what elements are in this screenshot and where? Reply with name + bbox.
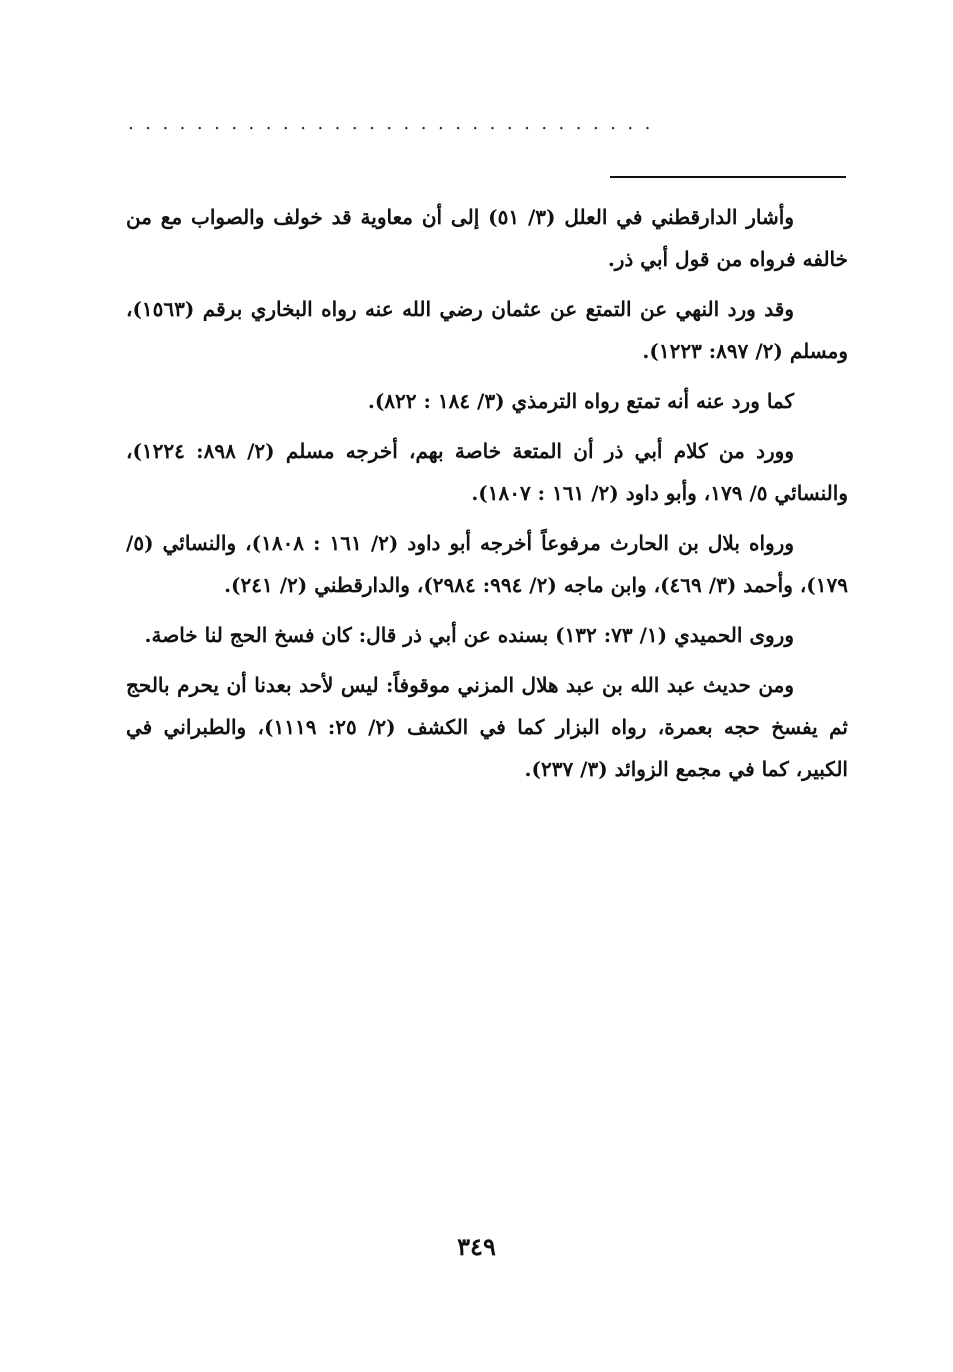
page-number: ٣٤٩	[457, 1232, 496, 1261]
footnote-text	[126, 196, 848, 798]
footnote-rule	[610, 176, 846, 178]
paragraph-4: وورد من كلام أبي ذر أن المتعة خاصة بهم، أخرجه مسلم (٢/ ٨٩٨: ١٢٢٤)، والنسائي ٥/ ١٧٩، وأبو داود (٢/ ١٦١ : ١٨٠٧).	[126, 439, 848, 505]
paragraph-3: كما ورد عنه أنه تمتع رواه الترمذي (٣/ ١٨٤ : ٨٢٢).	[367, 389, 794, 413]
paragraph-7: ومن حديث عبد الله بن عبد هلال المزني موقوفاً: ليس لأحد بعدنا أن يحرم بالحج ثم يفسخ حجه بعمرة، رواه البزار كما في الكشف (٢/ ٢٥: ١١١٩)، والطبراني في الكبير، كما في مجمع الزوائد (٣/ ٢٣٧).	[126, 673, 848, 781]
paragraph-1: وأشار الدارقطني في العلل (٣/ ٥١) إلى أن معاوية قد خولف والصواب مع من خالفه فرواه من قول أبي ذر.	[126, 205, 848, 271]
paragraph-5: ورواه بلال بن الحارث مرفوعاً أخرجه أبو داود (٢/ ١٦١ : ١٨٠٨)، والنسائي (٥/ ١٧٩)، وأحمد (٣/ ٤٦٩)، وابن ماجه (٢/ ٩٩٤: ٢٩٨٤)، والدارقطني (٢/ ٢٤١).	[126, 531, 848, 597]
paragraph-2: وقد ورد النهي عن التمتع عن عثمان رضي الله عنه رواه البخاري برقم (١٥٦٣)، ومسلم (٢/ ٨٩٧: ١٢٢٣).	[126, 297, 848, 363]
paragraph-6: وروى الحميدي (١/ ٧٣: ١٣٢) بسنده عن أبي ذر قال: كان فسخ الحج لنا خاصة.	[144, 623, 794, 647]
dotted-separator: ...............................	[128, 118, 662, 130]
